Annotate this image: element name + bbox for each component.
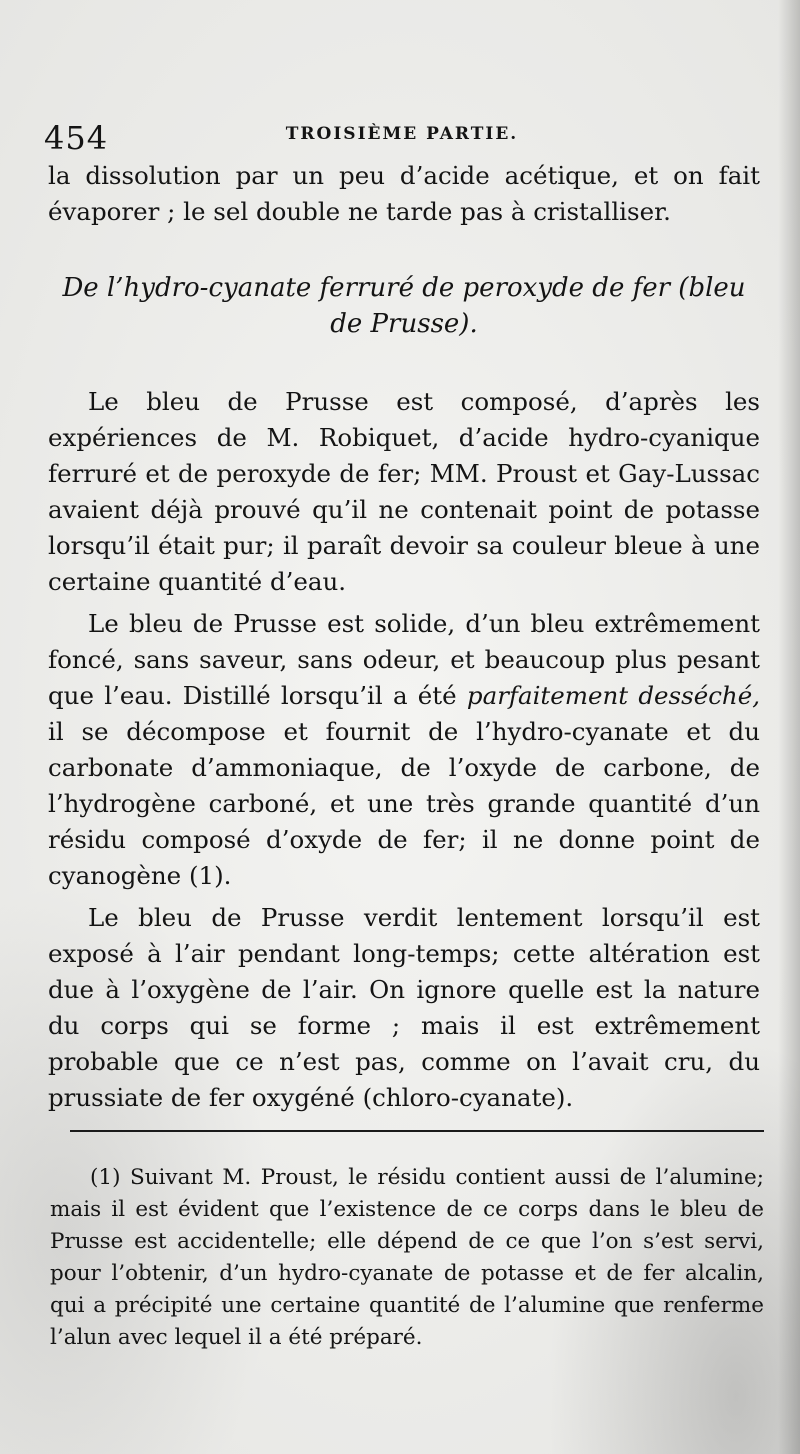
section-heading: De l’hydro-cyanate ferruré de peroxyde de fer (bleu de Prusse). xyxy=(62,273,746,339)
page-edge-shadow xyxy=(778,0,800,1454)
paragraph-alteration: Le bleu de Prusse verdit lentement lorsqu’il est exposé à l’air pendant long-temps; cette altération est due à l’oxygène de l’air. On ignore quelle est la nature du corps qui se forme ; mais il est extrêmement probable que ce n’est pas, comme on l’avait cru, du prussiate de fer oxygéné (chloro-cyanate). xyxy=(48,903,760,1112)
paragraph-composition: Le bleu de Prusse est composé, d’après les expériences de M. Robiquet, d’acide hydro-cyanique ferruré et de peroxyde de fer; MM. Proust et Gay-Lussac avaient déjà prouvé qu’il ne contenait point de potasse lorsqu’il était pur; il paraît devoir sa couleur bleue à une certaine quantité d’eau. xyxy=(48,387,760,596)
paragraph-properties-end: il se décompose et fournit de l’hydro-cyanate et du carbonate d’ammoniaque, de l’oxyde de carbone, de l’hydrogène carboné, et une très grande quantité d’un résidu composé d’oxyde de fer; il ne donne point de cyanogène (1). xyxy=(48,717,760,890)
running-head: TROISIÈME PARTIE. xyxy=(285,124,519,144)
intro-paragraph: la dissolution par un peu d’acide acétique, et on fait évaporer ; le sel double ne tarde pas à cristalliser. xyxy=(48,161,760,226)
footnote: (1) Suivant M. Proust, le résidu contient aussi de l’alumine; mais il est évident que l’existence de ce corps dans le bleu de Prusse est accidentelle; elle dépend de ce que l’on s’est servi, pour l’obtenir, d’un hydro-cyanate de potasse et de fer alcalin, qui a précipité une certaine quantité de l’alumine que renferme l’alun avec lequel il a été préparé. xyxy=(50,1165,764,1350)
spacer xyxy=(48,342,760,384)
page-number: 454 xyxy=(44,119,109,157)
page-header xyxy=(44,118,760,158)
footnote-rule xyxy=(70,1130,764,1132)
emphasis-text: parfaitement desséché, xyxy=(466,681,760,710)
paragraph-properties-start: Le bleu de Prusse est solide, d’un bleu extrêmement foncé, sans saveur, sans odeur, et beaucoup plus pesant que l’eau. Distillé lorsqu’il a été xyxy=(48,609,760,710)
main-text xyxy=(48,158,760,1116)
paragraph-properties xyxy=(48,606,760,894)
